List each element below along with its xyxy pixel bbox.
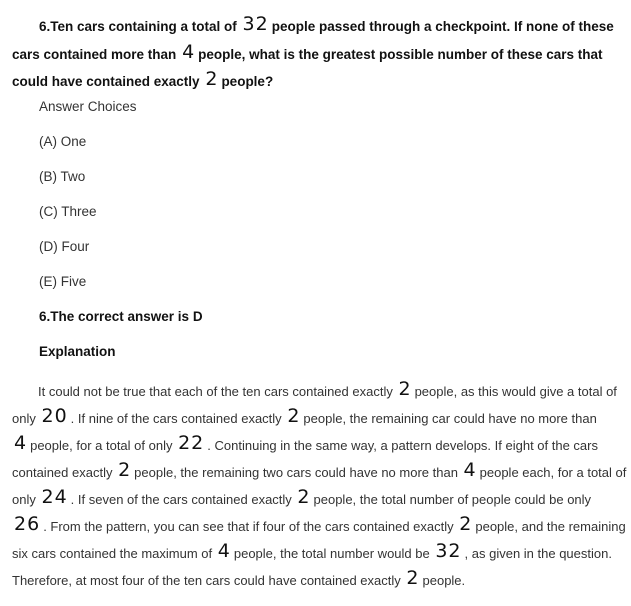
answer-choices-label: Answer Choices xyxy=(39,99,137,114)
explanation-text xyxy=(12,377,627,593)
expl-text-12: people, and the remaining six cars contained the maximum of xyxy=(12,519,626,561)
expl-text-8: people each, for a total of only xyxy=(12,465,627,507)
expl-text-1: It could not be true that each of the ten cars contained exactly xyxy=(38,384,393,399)
expl-text-4: people, the remaining car could have no more than xyxy=(303,411,597,426)
expl-text-3: . If nine of the cars contained exactly xyxy=(70,411,282,426)
choice-a: (A) One xyxy=(39,134,87,149)
expl-text-10: people, the total number of people could be only xyxy=(313,492,592,507)
expl-text-13: people, the total number would be xyxy=(233,546,430,561)
expl-number-14: 2 xyxy=(406,567,420,589)
question-prefix: 6.Ten cars containing a total of xyxy=(39,19,237,34)
question-mid-1: people passed through a checkpoint. If none of these cars contained more than xyxy=(12,19,614,62)
number-max: 4 xyxy=(182,40,196,63)
choice-d: (D) Four xyxy=(39,239,90,254)
expl-number-9: 2 xyxy=(297,486,311,508)
expl-number-10: 26 xyxy=(14,513,41,535)
choice-b: (B) Two xyxy=(39,169,86,184)
choice-c: (C) Three xyxy=(39,204,97,219)
correct-answer: 6.The correct answer is D xyxy=(39,309,203,324)
expl-text-11: . From the pattern, you can see that if four of the cars contained exactly xyxy=(43,519,454,534)
expl-number-2: 20 xyxy=(41,405,68,427)
question-mid-2: people, what is the greatest possible number of these cars that could have contained exactly xyxy=(12,46,603,89)
expl-number-6: 2 xyxy=(118,459,132,481)
expl-text-7: people, the remaining two cars could have no more than xyxy=(134,465,458,480)
explanation-heading: Explanation xyxy=(39,344,116,359)
choice-e: (E) Five xyxy=(39,274,87,289)
expl-number-13: 32 xyxy=(435,540,462,562)
expl-number-5: 22 xyxy=(178,432,205,454)
expl-text-5: people, for a total of only xyxy=(30,438,173,453)
expl-text-15: people. xyxy=(422,573,466,588)
expl-number-8: 24 xyxy=(41,486,68,508)
expl-number-7: 4 xyxy=(463,459,477,481)
expl-number-1: 2 xyxy=(398,378,412,400)
expl-number-12: 4 xyxy=(217,540,231,562)
expl-number-11: 2 xyxy=(459,513,473,535)
question-suffix: people? xyxy=(221,74,274,89)
expl-text-9: . If seven of the cars contained exactly xyxy=(70,492,292,507)
expl-text-14: , as given in the question. Therefore, at most four of the ten cars could have contained exactly xyxy=(12,546,612,588)
number-exact: 2 xyxy=(205,68,219,90)
question-text xyxy=(12,12,624,95)
expl-number-3: 2 xyxy=(287,405,301,427)
expl-text-2: people, as this would give a total of only xyxy=(12,384,617,426)
expl-number-4: 4 xyxy=(14,432,28,454)
expl-text-6: . Continuing in the same way, a pattern develops. If eight of the cars contained exactly xyxy=(12,438,598,480)
number-total: 32 xyxy=(242,13,269,35)
